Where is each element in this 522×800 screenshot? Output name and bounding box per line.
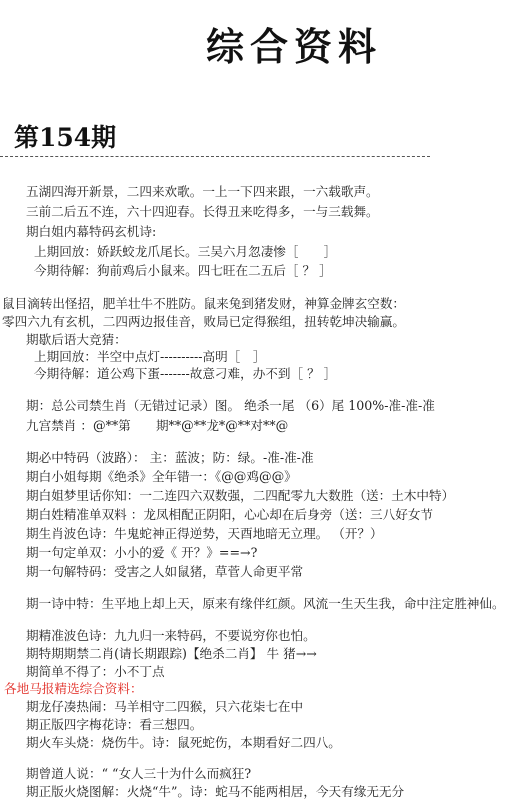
text-line: 期曾道人说：“ “女人三十为什么而疯狂? [26,766,252,781]
text-line: 期白姓精准单双料 ：龙凤相配正阴阳，心心却在后身旁（送：三八好女节 [26,507,434,522]
text-line: 期：总公司禁生肖（无错过记录）图。 绝杀一尾 （6）尾 100%-准-准-准 [26,398,435,413]
text-line: 期火车头烧：烧伤牛。诗：鼠死蛇伤，本期看好二四八。 [26,735,341,750]
text-line: 期白姐内幕特码玄机诗: [26,224,157,239]
text-line: 期歇后语大竞猜： [26,332,127,347]
text-line: 今期待解：道公鸡下蛋-------故意刁难，办不到［ ？ ］ [34,366,337,381]
text-line: 三前二后五不连，六十四迎春。长得丑来吃得多，一与三载舞。 [26,204,379,219]
text-line: 零四六九有玄机，二四两边报佳音，败局已定得猴组，扭转乾坤决输赢。 [2,314,405,329]
text-line: 期一句解特码：受害之人如鼠猪，草菅人命更平常 [26,564,304,579]
text-line: 期一句定单双：小小的爱《 开？》==→? [26,545,258,560]
text-line: 期白姐梦里话你知：一二连四六双数强，二四配零九大数胜（送：土木中特） [26,488,455,503]
page-title: 综合资料 [206,24,383,69]
text-line: 九宫禁肖 ：@**第 期**@**龙*@**对**@ [26,418,289,433]
text-line: 期龙仔凑热闹：马羊相守二四猴，只六花柒七在中 [26,699,304,714]
text-line: 期精准波色诗：九九归一来特码，不要说穷你也怕。 [26,628,316,643]
section-heading-red: 各地马报精选综合资料： [4,681,143,696]
issue-number: 第154期 [14,123,117,152]
text-line: 期简单不得了：小不丁点 [26,664,165,679]
text-line: 期生肖波色诗：牛鬼蛇神正得逆势，天酉地暗无立理。 （开？） [26,526,383,541]
text-line: 期白小姐每期《绝杀》全年错一：《@@鸡@@》 [26,469,297,484]
text-line: 期特期期禁二肖(请长期跟踪)【绝杀二肖】 牛 猪→→ [26,646,317,661]
text-line: 上期回放：娇跃蛟龙爪尾长。三吴六月忽凄惨［ ］ [34,244,337,259]
text-line: 期一诗中特：生平地上却上天，原来有缘伴红颜。风流一生天生我，命中注定胜神仙。 [26,596,505,611]
text-line: 五湖四海开新景，二四来欢歌。一上一下四来跟，一六载歌声。 [26,184,379,199]
text-line: 鼠目滴转出怪招，肥羊壮牛不胜防。鼠来兔到猪发财，神算金牌玄空数： [2,296,405,311]
text-line: 上期回放：半空中点灯----------高明［ ］ [34,349,266,364]
text-line: 期必中特码（波路）： 主：蓝波；防：绿。-准-准-准 [26,450,314,465]
text-line: 今期待解：狗前鸡后小鼠来。四七旺在二五后［ ？ ］ [34,263,332,278]
text-line: 期正版火烧图解：火烧“牛”。诗：蛇马不能两相居，今天有缘无无分 [26,784,405,799]
divider [0,156,430,157]
text-line: 期正版四字梅花诗：看三想四。 [26,717,203,732]
